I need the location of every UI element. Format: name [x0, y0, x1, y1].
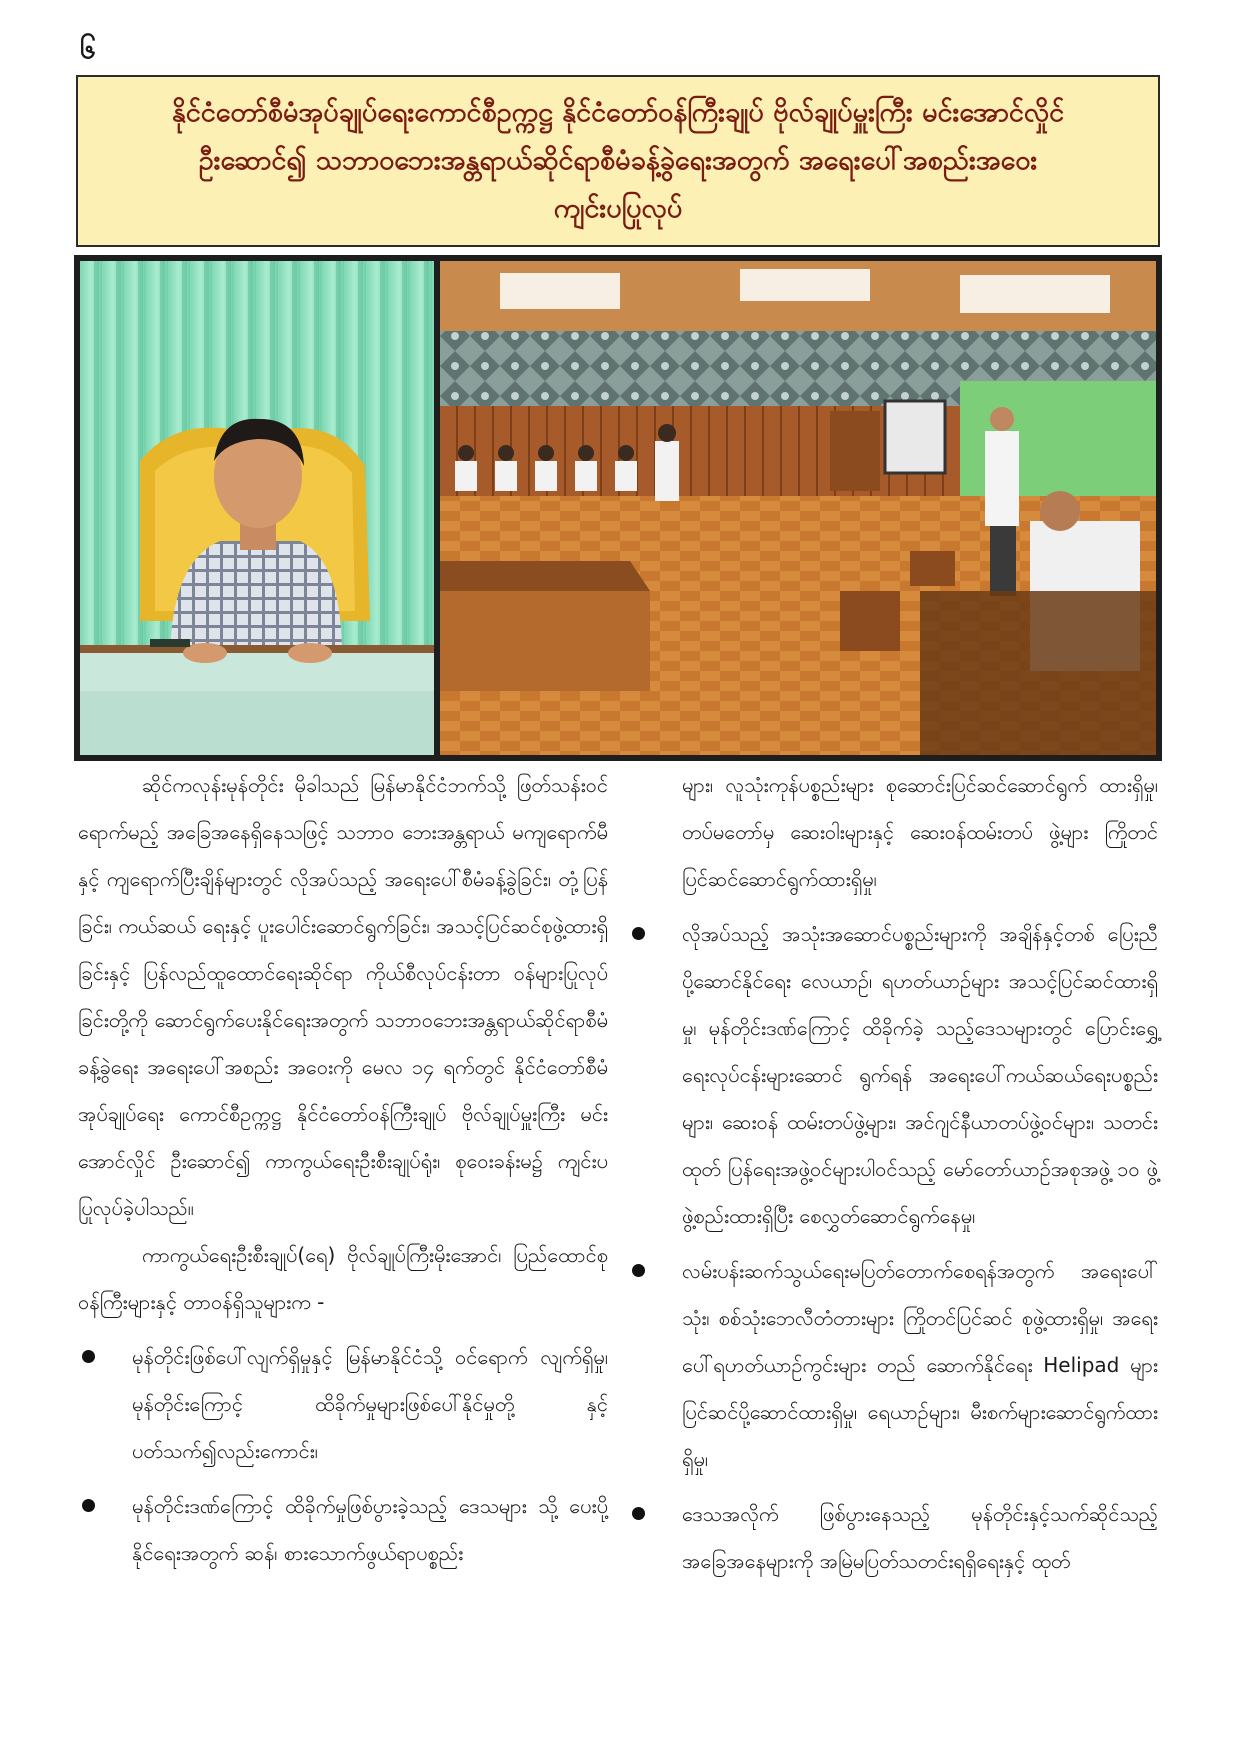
bullet-dot — [632, 927, 645, 940]
list-item — [78, 1334, 608, 1475]
bullet-list-right — [628, 911, 1158, 1585]
headline-line-1: နိုင်ငံတော်စီမံအုပ်ချုပ်ရေးကောင်စီဥက္ကဋ္ဌ နိုင်ငံတော်ဝန်ကြီးချုပ် ဗိုလ်ချုပ်မှူးကြီး မင်းအောင်လှိုင် — [171, 97, 1065, 128]
bullet-dot — [632, 1264, 645, 1277]
headline-line-2: ဦးဆောင်၍ သဘာဝဘေးအန္တရာယ်ဆိုင်ရာစီမံခန့်ခွဲရေးအတွက် အရေးပေါ်အစည်းအဝေး — [198, 145, 1038, 176]
list-item — [78, 1483, 608, 1577]
bullet-list-left — [78, 1334, 608, 1577]
list-item-text: လိုအပ်သည့် အသုံးအဆောင်ပစ္စည်းများကို အချိန်နှင့်တစ် ပြေးညီ ပို့ဆောင်နိုင်ရေး လေယာဉ်၊ ရဟတ်ယာဉ်များ အသင့်ပြင်ဆင်ထားရှိမှု၊ မုန်တိုင်းဒဏ်ကြောင့် ထိခိုက်ခဲ့ သည့်ဒေသများတွင် ပြောင်းရွှေ့ရေးလုပ်ငန်းများဆောင် ရွက်ရန် အရေးပေါ်ကယ်ဆယ်ရေးပစ္စည်းများ၊ ဆေးဝန် ထမ်းတပ်ဖွဲ့များ၊ အင်ဂျင်နီယာတပ်ဖွဲ့ဝင်များ၊ သတင်းထုတ် ပြန်ရေးအဖွဲ့ဝင်များပါဝင်သည့် မော်တော်ယာဉ်အစုအဖွဲ့ ၁၀ ဖွဲ့ ဖွဲ့စည်းထားရှိပြီး စေလွှတ်ဆောင်ရွက်နေမှု၊ — [682, 922, 1158, 1228]
list-item-text: မုန်တိုင်းဖြစ်ပေါ်လျက်ရှိမှုနှင့် မြန်မာနိုင်ငံသို့ ဝင်ရောက် လျက်ရှိမှု၊ မုန်တိုင်းကြောင့် ထိခိုက်မှုများဖြစ်ပေါ်နိုင်မှုတို့ နှင့်ပတ်သက်၍လည်းကောင်း၊ — [132, 1345, 608, 1463]
article-intro-paragraph: ဆိုင်ကလုန်းမုန်တိုင်း မိုခါသည် မြန်မာနိုင်ငံဘက်သို့ ဖြတ်သန်းဝင်ရောက်မည့် အခြေအနေရှိနေသဖြင့် သဘာဝ ဘေးအန္တရာယ် မကျရောက်မီနှင့် ကျရောက်ပြီးချိန်များတွင် လိုအပ်သည့် အရေးပေါ်စီမံခန့်ခွဲခြင်း၊ တုံ့ပြန်ခြင်း၊ ကယ်ဆယ် ရေးနှင့် ပူးပေါင်းဆောင်ရွက်ခြင်း၊ အသင့်ပြင်ဆင်စုဖွဲ့ထားရှိ ခြင်းနှင့် ပြန်လည်ထူထောင်ရေးဆိုင်ရာ ကိုယ်စီလုပ်ငန်းတာ ဝန်များပြုလုပ်ခြင်းတို့ကို ဆောင်ရွက်ပေးနိုင်ရေးအတွက် သဘာဝဘေးအန္တရာယ်ဆိုင်ရာစီမံခန့်ခွဲရေး အရေးပေါ်အစည်း အဝေးကို မေလ ၁၄ ရက်တွင် နိုင်ငံတော်စီမံအုပ်ချုပ်ရေး ကောင်စီဥက္ကဋ္ဌ နိုင်ငံတော်ဝန်ကြီးချုပ် ဗိုလ်ချုပ်မှူးကြီး မင်း အောင်လှိုင် ဦးဆောင်၍ ကာကွယ်ရေးဦးစီးချုပ်ရုံး၊ စုဝေးခန်းမ၌ ကျင်းပပြုလုပ်ခဲ့ပါသည်။ — [78, 773, 608, 1220]
list-item-text: ဒေသအလိုက် ဖြစ်ပွားနေသည့် မုန်တိုင်းနှင့်သက်ဆိုင်သည့် အခြေအနေများကို အမြဲမပြတ်သတင်းရရှိရေးနှင့် ထုတ် — [682, 1502, 1158, 1573]
article-column-left — [78, 762, 608, 1577]
list-item — [628, 1491, 1158, 1585]
meeting-room-photo — [440, 261, 1156, 755]
photo-strip — [74, 255, 1162, 761]
bullet-dot — [632, 1507, 645, 1520]
bullet-dot — [82, 1499, 95, 1512]
list-item — [628, 1248, 1158, 1483]
article-column-right — [628, 762, 1158, 1585]
list-item — [628, 911, 1158, 1240]
headline-line-3: ကျင်းပပြုလုပ် — [553, 193, 683, 224]
list-item-continuation: များ၊ လူသုံးကုန်ပစ္စည်းများ စုဆောင်းပြင်ဆင်ဆောင်ရွက် ထားရှိမှု၊ တပ်မတော်မှ ဆေးဝါးများနှင့် ဆေးဝန်ထမ်းတပ် ဖွဲ့များ ကြိုတင်ပြင်ဆင်ဆောင်ရွက်ထားရှိမှု၊ — [682, 773, 1158, 891]
headline-box — [76, 75, 1160, 247]
list-item-text: လမ်းပန်းဆက်သွယ်ရေးမပြတ်တောက်စေရန်အတွက် အရေးပေါ်သုံး၊ စစ်သုံးဘေလီတံတားများ ကြိုတင်ပြင်ဆင် စုဖွဲ့ထားရှိမှု၊ အရေးပေါ်ရဟတ်ယာဉ်ကွင်းများ တည် ဆောက်နိုင်ရေး Helipad များ ပြင်ဆင်ပို့ဆောင်ထားရှိမှု၊ ရေယာဉ်များ၊ မီးစက်များဆောင်ရွက်ထားရှိမှု၊ — [682, 1259, 1158, 1471]
bullet-dot — [82, 1350, 95, 1363]
article-second-paragraph: ကာကွယ်ရေးဦးစီးချုပ်(ရေ) ဗိုလ်ချုပ်ကြီးမိုးအောင်၊ ပြည်ထောင်စုဝန်ကြီးများနှင့် တာဝန်ရှိသူများက - — [78, 1243, 608, 1314]
portrait-photo — [80, 261, 434, 755]
page-number: ၆ — [80, 32, 96, 65]
list-item-text: မုန်တိုင်းဒဏ်ကြောင့် ထိခိုက်မှုဖြစ်ပွားခဲ့သည့် ဒေသများ သို့ ပေးပို့နိုင်ရေးအတွက် ဆန်၊ စားသောက်ဖွယ်ရာပစ္စည်း — [132, 1494, 608, 1565]
